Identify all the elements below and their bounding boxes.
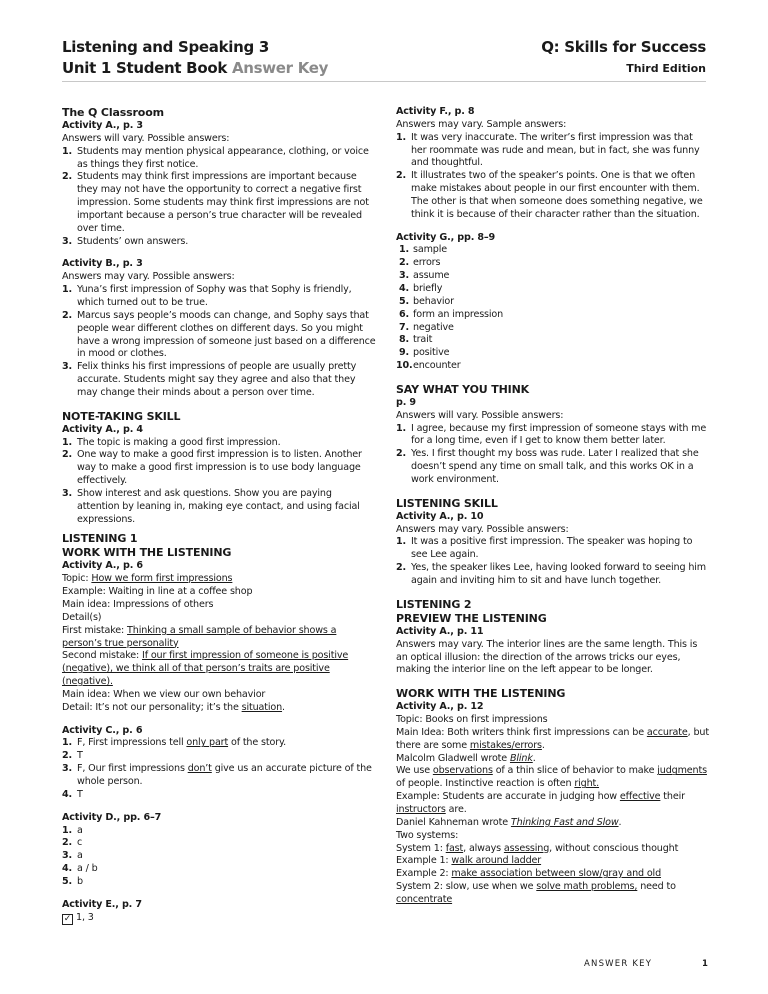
gladwell-line: Malcolm Gladwell wrote Blink. — [396, 752, 536, 764]
list-item: 3. Felix thinks his first impressions of people are usually pretty accurate. Students might say they agree and also that they may change their minds about a person over time. — [62, 361, 357, 398]
system2-line: System 2: slow, use when we solve math problems, need to concentrate — [396, 881, 676, 905]
checked-answer: ✓ 1, 3 — [63, 911, 94, 924]
activity-heading: Activity G., pp. 8–9 — [396, 231, 496, 243]
intro-text: Answers will vary. Possible answers: — [396, 409, 564, 421]
section-heading: SAY WHAT YOU THINK — [396, 382, 530, 396]
section-q-classroom — [62, 106, 376, 248]
list-item: 1. Yuna’s first impression of Sophy was that Sophy is friendly, which turned out to be true. — [62, 284, 352, 308]
answer-list — [62, 146, 376, 249]
intro-text: Answers may vary. Possible answers: — [62, 271, 235, 283]
list-item: 2. One way to make a good first impression is to listen. Another way to make a good first impression is to use body language effectively. — [62, 449, 362, 487]
list-item: 2. c — [62, 837, 83, 849]
list-item: 1. It was a positive first impression. The speaker was hoping to see Lee again. — [396, 536, 693, 561]
list-item: 1. F, First impressions tell only part of the story. — [62, 737, 287, 749]
list-item: 2. Yes. I first thought my boss was rude. Later I realized that she doesn’t spend any time on small talk, and this works OK in a work environment. — [396, 448, 699, 485]
left-column — [62, 106, 376, 935]
list-item: 7. negative — [398, 321, 454, 333]
list-item: 4. T — [62, 788, 83, 800]
section-listening-2 — [396, 598, 710, 677]
list-item: 4. a / b — [62, 863, 98, 875]
list-item: 1. a — [62, 824, 83, 836]
activity-heading: Activity C., p. 6 — [62, 724, 143, 736]
list-item: 1. It was very inaccurate. The writer’s first impression was that her roommate was rude and mean, but in fact, she was funny and thoughtful. — [396, 131, 700, 169]
system1-line: System 1: fast, always assessing, without conscious thought — [396, 842, 679, 854]
page-header — [62, 38, 706, 82]
list-item: 3. assume — [398, 270, 450, 282]
list-item: 5. behavior — [398, 295, 454, 307]
answer-list — [396, 536, 710, 587]
section-heading: LISTENING SKILL — [396, 496, 498, 510]
observations-line: We use observations of a thin slice of behavior to make judgments of people. Instinctive reaction is often right. — [396, 765, 707, 790]
page-number: 1 — [702, 959, 708, 969]
checkbox-checked-icon: ✓ — [63, 913, 72, 924]
page-footer — [584, 959, 708, 969]
activity-heading: Activity A., p. 3 — [62, 120, 143, 131]
activity-heading: p. 9 — [396, 396, 416, 408]
preview-answer: Answers may vary. The interior lines are the same length. This is an optical illusion: the direction of the arrows tricks our eyes, making the interior line on the left appear to be longer. — [396, 638, 698, 676]
section-activity-e — [62, 899, 376, 925]
unit-title: Unit 1 Student Book Answer Key — [62, 59, 329, 77]
right-column — [396, 106, 710, 917]
answer-list — [62, 437, 376, 527]
kahneman-line: Daniel Kahneman wrote Thinking Fast and Slow. — [396, 816, 622, 828]
section-activity-g — [396, 232, 710, 373]
intro-text: Answers will vary. Possible answers: — [62, 132, 230, 144]
list-item: 4. briefly — [398, 282, 443, 294]
activity-heading: Activity A., p. 10 — [396, 510, 484, 522]
section-heading: WORK WITH THE LISTENING — [396, 687, 566, 701]
list-item: 5. b — [62, 875, 83, 887]
activity-heading: Activity D., pp. 6–7 — [62, 811, 162, 823]
section-note-taking — [62, 410, 376, 527]
activity-heading: Activity A., p. 6 — [62, 560, 143, 572]
section-say-what-you-think — [396, 383, 710, 487]
topic-line: Topic: Books on first impressions — [396, 714, 548, 726]
intro-text: Answers may vary. Possible answers: — [396, 523, 569, 535]
section-heading: The Q Classroom — [62, 106, 164, 119]
activity-heading: Activity A., p. 11 — [396, 625, 484, 637]
section-activity-d — [62, 812, 376, 889]
activity-heading: Activity A., p. 4 — [62, 423, 143, 435]
edition-label: Third Edition — [626, 62, 706, 75]
list-item: 2. Marcus says people’s moods can change, and Sophy says that people wear different clothes on different days. So you might have a wrong impression of someone just based on a difference in mood or clothes. — [62, 309, 376, 360]
section-subheading: WORK WITH THE LISTENING — [62, 546, 232, 560]
list-item: 1. The topic is making a good first impression. — [62, 436, 281, 448]
course-title: Listening and Speaking 3 — [62, 38, 270, 56]
activity-heading: Activity B., p. 3 — [62, 258, 143, 270]
list-item: 2. T — [62, 750, 83, 762]
main-idea-line: Main idea: When we view our own behavior — [62, 688, 266, 700]
activity-heading: Activity A., p. 12 — [396, 701, 484, 713]
list-item: 6. form an impression — [398, 308, 504, 320]
section-activity-c — [62, 725, 376, 802]
detail-line: Detail: It’s not our personality; it’s the situation. — [62, 701, 285, 713]
section-heading: LISTENING 1 — [62, 532, 138, 546]
list-item: 1. sample — [398, 244, 447, 256]
list-item: 2. Yes, the speaker likes Lee, having looked forward to seeing him again and inviting him to sit and have lunch together. — [396, 562, 706, 586]
activity-heading: Activity E., p. 7 — [62, 898, 142, 910]
list-item: 1. I agree, because my first impression of someone stays with me for a long time, even if I get to know them better later. — [396, 422, 707, 447]
example-line: Example: Waiting in line at a coffee shop — [62, 586, 253, 598]
example1-line: Example 1: walk around ladder — [396, 855, 542, 867]
answer-list — [396, 132, 710, 222]
example2-line: Example 2: make association between slow/gray and old — [396, 868, 662, 880]
footer-label: ANSWER KEY — [584, 959, 653, 969]
answer-list — [62, 737, 376, 801]
section-activity-b — [62, 258, 376, 399]
intro-text: Answers may vary. Sample answers: — [396, 118, 567, 130]
first-mistake-line: First mistake: Thinking a small sample of behavior shows a person’s true personality — [62, 624, 337, 649]
list-item: 3. a — [62, 850, 83, 862]
list-item: 3. F, Our first impressions don’t give us an accurate picture of the whole person. — [62, 763, 372, 787]
section-listening-1 — [62, 532, 376, 714]
topic-line: Topic: How we form first impressions — [62, 573, 233, 585]
main-idea-line: Main Idea: Both writers think first impressions can be accurate, but there are some mistakes/errors. — [396, 726, 709, 751]
list-item: 2. It illustrates two of the speaker’s points. One is that we often make mistakes about people in our first encounter with them. The other is that when someone does something negative, we think it is because of their character rather than the situation. — [396, 170, 703, 220]
section-subheading: PREVIEW THE LISTENING — [396, 611, 547, 625]
section-activity-f — [396, 106, 710, 222]
activity-heading: Activity F., p. 8 — [396, 106, 475, 117]
list-item: 9. positive — [398, 347, 450, 359]
answer-list — [396, 244, 710, 372]
list-item: 1. Students may mention physical appearance, clothing, or voice as things they first notice. — [62, 145, 369, 170]
details-line: Detail(s) — [62, 611, 102, 623]
list-item: 10. encounter — [396, 360, 461, 372]
list-item: 3. Show interest and ask questions. Show you are paying attention by leaning in, making eye contact, and using facial expressions. — [62, 487, 360, 525]
answer-list — [396, 423, 710, 487]
example-line: Example: Students are accurate in judging how effective their instructors are. — [396, 791, 685, 815]
main-idea-line: Main idea: Impressions of others — [62, 599, 214, 610]
answer-list — [62, 825, 376, 889]
section-heading: LISTENING 2 — [396, 597, 472, 611]
list-item: 3. Students’ own answers. — [62, 235, 189, 247]
two-systems-line: Two systems: — [396, 829, 459, 841]
section-heading: NOTE-TAKING SKILL — [62, 409, 181, 423]
section-listening-skill — [396, 497, 710, 588]
answer-list — [62, 284, 376, 400]
second-mistake-line: Second mistake: If our first impression of someone is positive (negative), we think all of that person’s traits are positive (negative). — [62, 650, 349, 688]
list-item: 2. Students may think first impressions are important because they may not have the opportunity to correct a negative first impression. Some students may think first impressions are not important because a person’s true character will be revealed over time. — [62, 171, 369, 234]
section-work-listening-2 — [396, 687, 710, 907]
list-item: 8. trait — [398, 334, 433, 346]
series-title: Q: Skills for Success — [541, 38, 706, 56]
list-item: 2. errors — [398, 257, 441, 269]
